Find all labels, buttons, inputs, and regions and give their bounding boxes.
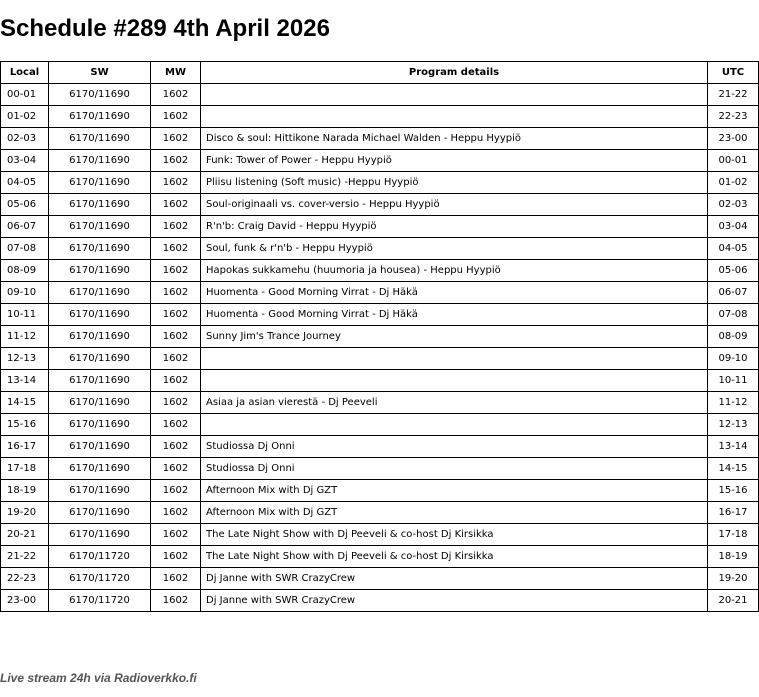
cell-program xyxy=(201,348,708,370)
cell-sw: 6170/11690 xyxy=(49,502,151,524)
cell-local: 22-23 xyxy=(1,568,49,590)
table-row xyxy=(1,128,759,150)
cell-program: Disco & soul: Hittikone Narada Michael Walden - Heppu Hyypiö xyxy=(201,128,708,150)
cell-utc: 08-09 xyxy=(708,326,759,348)
cell-utc: 11-12 xyxy=(708,392,759,414)
table-row xyxy=(1,172,759,194)
cell-program xyxy=(201,106,708,128)
cell-local: 14-15 xyxy=(1,392,49,414)
table-row xyxy=(1,150,759,172)
table-row xyxy=(1,84,759,106)
cell-sw: 6170/11690 xyxy=(49,128,151,150)
cell-program: Afternoon Mix with Dj GZT xyxy=(201,502,708,524)
cell-utc: 19-20 xyxy=(708,568,759,590)
cell-mw: 1602 xyxy=(151,524,201,546)
cell-utc: 20-21 xyxy=(708,590,759,612)
cell-sw: 6170/11690 xyxy=(49,392,151,414)
cell-local: 20-21 xyxy=(1,524,49,546)
cell-sw: 6170/11690 xyxy=(49,172,151,194)
cell-mw: 1602 xyxy=(151,106,201,128)
cell-sw: 6170/11690 xyxy=(49,282,151,304)
column-header-sw: SW xyxy=(49,62,151,84)
cell-utc: 00-01 xyxy=(708,150,759,172)
table-row xyxy=(1,568,759,590)
cell-local: 15-16 xyxy=(1,414,49,436)
cell-sw: 6170/11690 xyxy=(49,458,151,480)
cell-utc: 07-08 xyxy=(708,304,759,326)
table-row xyxy=(1,238,759,260)
cell-sw: 6170/11720 xyxy=(49,546,151,568)
cell-mw: 1602 xyxy=(151,326,201,348)
cell-mw: 1602 xyxy=(151,260,201,282)
table-row xyxy=(1,502,759,524)
cell-program xyxy=(201,370,708,392)
cell-utc: 16-17 xyxy=(708,502,759,524)
cell-utc: 03-04 xyxy=(708,216,759,238)
cell-utc: 06-07 xyxy=(708,282,759,304)
table-row xyxy=(1,392,759,414)
cell-sw: 6170/11690 xyxy=(49,348,151,370)
cell-program: Huomenta - Good Morning Virrat - Dj Häkä xyxy=(201,282,708,304)
cell-mw: 1602 xyxy=(151,128,201,150)
cell-mw: 1602 xyxy=(151,546,201,568)
table-row xyxy=(1,370,759,392)
cell-local: 21-22 xyxy=(1,546,49,568)
cell-mw: 1602 xyxy=(151,348,201,370)
cell-local: 04-05 xyxy=(1,172,49,194)
cell-sw: 6170/11720 xyxy=(49,568,151,590)
schedule-table xyxy=(0,61,759,612)
cell-sw: 6170/11690 xyxy=(49,436,151,458)
cell-program: Asiaa ja asian vierestä - Dj Peeveli xyxy=(201,392,708,414)
cell-program xyxy=(201,84,708,106)
cell-utc: 15-16 xyxy=(708,480,759,502)
cell-mw: 1602 xyxy=(151,150,201,172)
cell-program: Pliisu listening (Soft music) -Heppu Hyypiö xyxy=(201,172,708,194)
cell-utc: 04-05 xyxy=(708,238,759,260)
cell-program: Studiossa Dj Onni xyxy=(201,436,708,458)
cell-utc: 21-22 xyxy=(708,84,759,106)
column-header-program: Program details xyxy=(201,62,708,84)
cell-mw: 1602 xyxy=(151,480,201,502)
table-row xyxy=(1,216,759,238)
cell-program: The Late Night Show with Dj Peeveli & co-host Dj Kirsikka xyxy=(201,546,708,568)
cell-local: 07-08 xyxy=(1,238,49,260)
cell-local: 00-01 xyxy=(1,84,49,106)
cell-sw: 6170/11690 xyxy=(49,304,151,326)
cell-sw: 6170/11690 xyxy=(49,84,151,106)
cell-program xyxy=(201,414,708,436)
table-row xyxy=(1,260,759,282)
table-row xyxy=(1,194,759,216)
cell-local: 10-11 xyxy=(1,304,49,326)
cell-utc: 05-06 xyxy=(708,260,759,282)
cell-program: Dj Janne with SWR CrazyCrew xyxy=(201,590,708,612)
cell-program: Dj Janne with SWR CrazyCrew xyxy=(201,568,708,590)
cell-program: Soul, funk & r'n'b - Heppu Hyypiö xyxy=(201,238,708,260)
cell-local: 01-02 xyxy=(1,106,49,128)
table-row xyxy=(1,546,759,568)
cell-sw: 6170/11690 xyxy=(49,216,151,238)
cell-sw: 6170/11690 xyxy=(49,326,151,348)
cell-local: 06-07 xyxy=(1,216,49,238)
cell-utc: 10-11 xyxy=(708,370,759,392)
cell-utc: 02-03 xyxy=(708,194,759,216)
cell-mw: 1602 xyxy=(151,172,201,194)
cell-sw: 6170/11690 xyxy=(49,238,151,260)
cell-utc: 17-18 xyxy=(708,524,759,546)
cell-sw: 6170/11690 xyxy=(49,150,151,172)
cell-local: 12-13 xyxy=(1,348,49,370)
column-header-utc: UTC xyxy=(708,62,759,84)
cell-local: 17-18 xyxy=(1,458,49,480)
table-row xyxy=(1,348,759,370)
cell-local: 11-12 xyxy=(1,326,49,348)
cell-local: 18-19 xyxy=(1,480,49,502)
cell-mw: 1602 xyxy=(151,304,201,326)
cell-local: 05-06 xyxy=(1,194,49,216)
cell-sw: 6170/11690 xyxy=(49,524,151,546)
table-header-row xyxy=(1,62,759,84)
cell-mw: 1602 xyxy=(151,590,201,612)
cell-local: 03-04 xyxy=(1,150,49,172)
cell-mw: 1602 xyxy=(151,194,201,216)
column-header-local: Local xyxy=(1,62,49,84)
cell-sw: 6170/11690 xyxy=(49,370,151,392)
cell-utc: 13-14 xyxy=(708,436,759,458)
cell-program: The Late Night Show with Dj Peeveli & co-host Dj Kirsikka xyxy=(201,524,708,546)
cell-utc: 18-19 xyxy=(708,546,759,568)
cell-mw: 1602 xyxy=(151,216,201,238)
cell-utc: 01-02 xyxy=(708,172,759,194)
cell-local: 23-00 xyxy=(1,590,49,612)
table-row xyxy=(1,458,759,480)
cell-local: 08-09 xyxy=(1,260,49,282)
cell-mw: 1602 xyxy=(151,84,201,106)
cell-utc: 09-10 xyxy=(708,348,759,370)
cell-local: 19-20 xyxy=(1,502,49,524)
table-row xyxy=(1,282,759,304)
cell-mw: 1602 xyxy=(151,568,201,590)
cell-program: R'n'b: Craig David - Heppu Hyypiö xyxy=(201,216,708,238)
cell-program: Huomenta - Good Morning Virrat - Dj Häkä xyxy=(201,304,708,326)
cell-local: 16-17 xyxy=(1,436,49,458)
cell-mw: 1602 xyxy=(151,282,201,304)
cell-mw: 1602 xyxy=(151,414,201,436)
live-stream-note: Live stream 24h via Radioverkko.fi xyxy=(0,671,197,685)
table-row xyxy=(1,326,759,348)
schedule-body xyxy=(1,84,759,612)
cell-utc: 14-15 xyxy=(708,458,759,480)
cell-program: Soul-originaali vs. cover-versio - Heppu Hyypiö xyxy=(201,194,708,216)
cell-utc: 23-00 xyxy=(708,128,759,150)
cell-utc: 22-23 xyxy=(708,106,759,128)
cell-program: Sunny Jim's Trance Journey xyxy=(201,326,708,348)
cell-sw: 6170/11690 xyxy=(49,106,151,128)
page-title: Schedule #289 4th April 2026 xyxy=(0,15,330,42)
cell-program: Afternoon Mix with Dj GZT xyxy=(201,480,708,502)
cell-mw: 1602 xyxy=(151,370,201,392)
cell-sw: 6170/11690 xyxy=(49,414,151,436)
cell-sw: 6170/11690 xyxy=(49,260,151,282)
table-row xyxy=(1,106,759,128)
table-row xyxy=(1,590,759,612)
cell-mw: 1602 xyxy=(151,392,201,414)
cell-local: 02-03 xyxy=(1,128,49,150)
table-row xyxy=(1,436,759,458)
cell-program: Hapokas sukkamehu (huumoria ja housea) - Heppu Hyypiö xyxy=(201,260,708,282)
cell-sw: 6170/11690 xyxy=(49,194,151,216)
cell-mw: 1602 xyxy=(151,458,201,480)
table-row xyxy=(1,304,759,326)
cell-local: 13-14 xyxy=(1,370,49,392)
cell-sw: 6170/11690 xyxy=(49,480,151,502)
cell-mw: 1602 xyxy=(151,436,201,458)
cell-program: Studiossa Dj Onni xyxy=(201,458,708,480)
cell-sw: 6170/11720 xyxy=(49,590,151,612)
table-row xyxy=(1,480,759,502)
table-row xyxy=(1,524,759,546)
table-row xyxy=(1,414,759,436)
cell-utc: 12-13 xyxy=(708,414,759,436)
column-header-mw: MW xyxy=(151,62,201,84)
cell-mw: 1602 xyxy=(151,238,201,260)
cell-mw: 1602 xyxy=(151,502,201,524)
cell-program: Funk: Tower of Power - Heppu Hyypiö xyxy=(201,150,708,172)
cell-local: 09-10 xyxy=(1,282,49,304)
